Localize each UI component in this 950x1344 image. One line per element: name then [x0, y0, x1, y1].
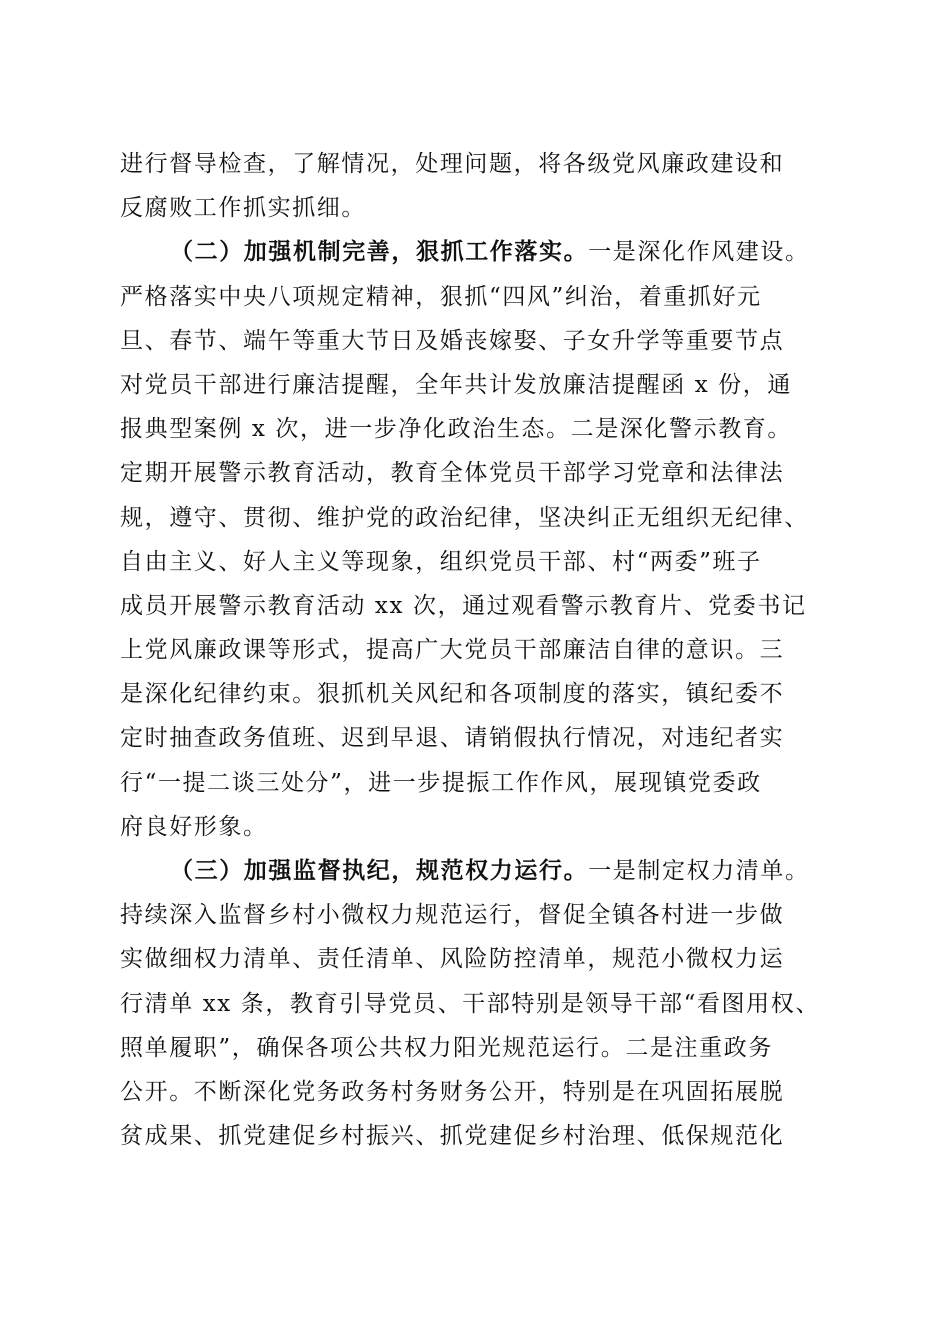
text-line: 府良好形象。 — [120, 813, 268, 840]
text-line: 严格落实中央八项规定精神，狠抓“四风”纠治，着重抓好元 — [120, 283, 762, 310]
heading-line-rest: 一是深化作风建设。 — [588, 239, 810, 266]
text-line: 自由主义、好人主义等现象，组织党员干部、村“两委”班子 — [120, 548, 762, 575]
text-line: 是深化纪律约束。狠抓机关风纪和各项制度的落实，镇纪委不 — [120, 681, 785, 708]
section-heading-2: （二）加强机制完善，狠抓工作落实。 — [170, 238, 589, 266]
text-line: 公开。不断深化党务政务村务财务公开，特别是在巩固拓展脱 — [120, 1078, 785, 1105]
heading-line-rest: 一是制定权力清单。 — [588, 858, 810, 884]
text-line: 行清单 xx 条，教育引导党员、干部特别是领导干部“看图用权、 — [120, 990, 820, 1017]
paragraph-heading-line — [120, 849, 850, 893]
text-line: 上党风廉政课等形式，提高广大党员干部廉洁自律的意识。三 — [120, 637, 785, 664]
text-line: 贫成果、抓党建促乡村振兴、抓党建促乡村治理、低保规范化 — [120, 1123, 785, 1150]
text-line: 持续深入监督乡村小微权力规范运行，督促全镇各村进一步做 — [120, 902, 785, 929]
text-line: 规，遵守、贯彻、维护党的政治纪律，坚决纠正无组织无纪律、 — [120, 504, 809, 531]
text-line: 照单履职”，确保各项公共权力阳光规范运行。二是注重政务 — [120, 1034, 773, 1061]
paragraph-3 — [120, 849, 850, 1158]
paragraph-heading-line — [120, 230, 850, 274]
text-line: 对党员干部进行廉洁提醒，全年共计发放廉洁提醒函 x 份，通 — [120, 371, 792, 398]
text-line: 定时抽查政务值班、迟到早退、请销假执行情况，对违纪者实 — [120, 725, 785, 752]
paragraph-1 — [120, 142, 850, 230]
text-line: 行“一提二谈三处分”，进一步提振工作作风，展现镇党委政 — [120, 769, 762, 796]
text-line: 定期开展警示教育活动，教育全体党员干部学习党章和法律法 — [120, 460, 785, 487]
text-line: 旦、春节、端午等重大节日及婚丧嫁娶、子女升学等重要节点 — [120, 327, 785, 354]
text-line: 成员开展警示教育活动 xx 次，通过观看警示教育片、党委书记 — [120, 592, 807, 619]
text-line: 反腐败工作抓实抓细。 — [120, 195, 366, 222]
section-heading-3: （三）加强监督执纪，规范权力运行。 — [170, 857, 589, 884]
text-line: 进行督导检查，了解情况，处理问题，将各级党风廉政建设和 — [120, 151, 785, 177]
text-line: 实做细权力清单、责任清单、风险防控清单，规范小微权力运 — [120, 946, 785, 973]
document-body — [120, 142, 850, 1158]
paragraph-2 — [120, 230, 850, 849]
text-line: 报典型案例 x 次，进一步净化政治生态。二是深化警示教育。 — [120, 416, 792, 443]
